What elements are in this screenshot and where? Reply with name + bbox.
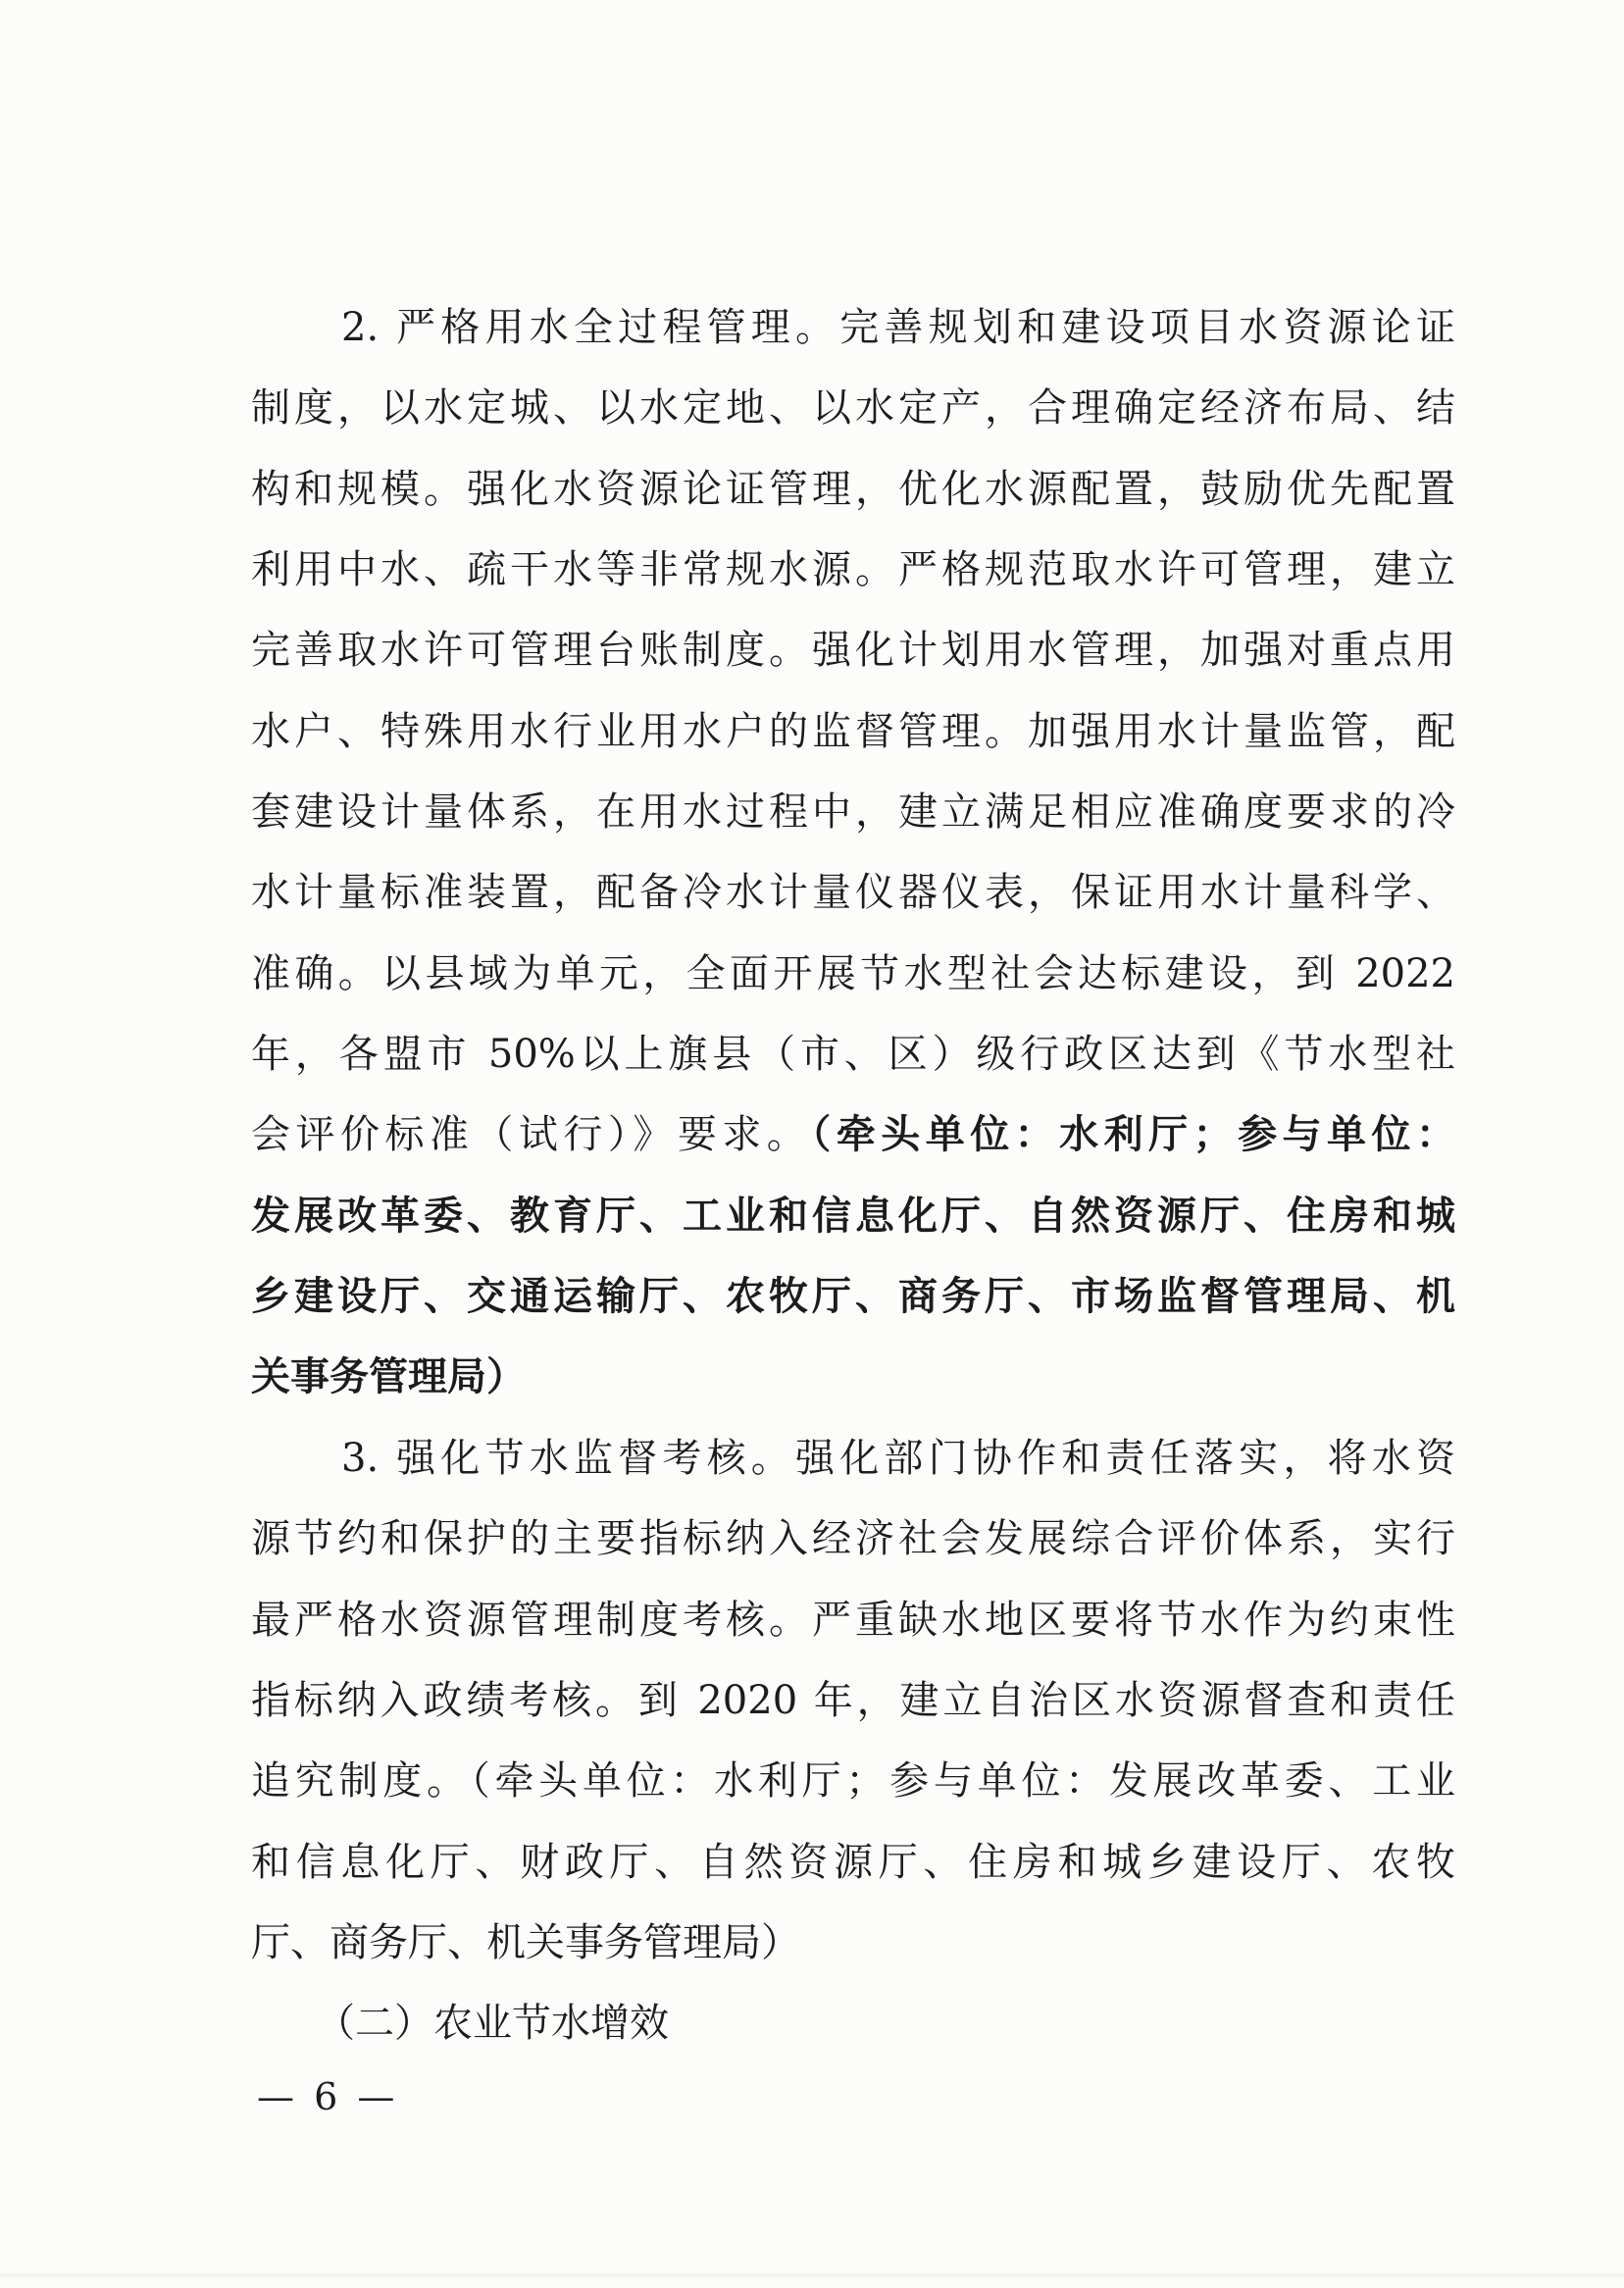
paragraph-item-2 [251, 287, 1455, 1418]
paragraph-line: 厅、商务厅、机关事务管理局） [251, 1919, 800, 1965]
paragraph-line: 水计量标准装置，配备冷水计量仪器仪表，保证用水计量科学、 [251, 870, 1455, 916]
paragraph-line: 源节约和保护的主要指标纳入经济社会发展综合评价体系，实行 [251, 1516, 1455, 1562]
paragraph-line: 最严格水资源管理制度考核。严重缺水地区要将节水作为约束性 [251, 1597, 1455, 1643]
paragraph-line: 水户、特殊用水行业用水户的监督管理。加强用水计量监管，配 [251, 708, 1455, 754]
paragraph-item-3 [251, 1418, 1455, 1983]
paragraph-line: 指标纳入政绩考核。到 2020 年，建立自治区水资源督查和责任 [251, 1677, 1455, 1723]
paragraph-line: 和信息化厅、财政厅、自然资源厅、住房和城乡建设厅、农牧 [251, 1839, 1455, 1885]
paragraph-line: 追究制度。（牵头单位：水利厅；参与单位：发展改革委、工业 [251, 1758, 1455, 1805]
body-text [251, 287, 1455, 2064]
paragraph-line: 制度，以水定城、以水定地、以水定产，合理确定经济布局、结 [251, 385, 1455, 432]
paragraph-line: 年，各盟市 50%以上旗县（市、区）级行政区达到《节水型社 [251, 1032, 1455, 1078]
section-heading: （二）农业节水增效 [316, 2001, 669, 2047]
paragraph-line: 完善取水许可管理台账制度。强化计划用水管理，加强对重点用 [251, 628, 1455, 674]
paragraph-line: 3. 强化节水监督考核。强化部门协作和责任落实，将水资 [341, 1435, 1455, 1481]
paragraph-line: 套建设计量体系，在用水过程中，建立满足相应准确度要求的冷 [251, 789, 1455, 836]
paragraph-line: 准确。以县域为单元，全面开展节水型社会达标建设，到 2022 [251, 950, 1455, 996]
page-number: — 6 — [257, 2075, 399, 2118]
paragraph-line: 乡建设厅、交通运输厅、农牧厅、商务厅、市场监督管理局、机 [251, 1273, 1455, 1320]
paragraph-line: 2. 严格用水全过程管理。完善规划和建设项目水资源论证 [341, 305, 1455, 350]
scan-edge-artifact [0, 2273, 1624, 2277]
paragraph-line: 利用中水、疏干水等非常规水源。严格规范取水许可管理，建立 [251, 547, 1455, 593]
line-text: 会评价标准（试行）》要求。 [251, 1112, 812, 1158]
paragraph-line [251, 1094, 1455, 1175]
paragraph-line: 构和规模。强化水资源论证管理，优化水源配置，鼓励优先配置 [251, 466, 1455, 512]
paragraph-line: 发展改革委、教育厅、工业和信息化厅、自然资源厅、住房和城 [251, 1192, 1455, 1239]
paragraph-line: 关事务管理局） [251, 1353, 526, 1400]
lead-unit-text: （牵头单位：水利厅；参与单位： [811, 1111, 1455, 1158]
